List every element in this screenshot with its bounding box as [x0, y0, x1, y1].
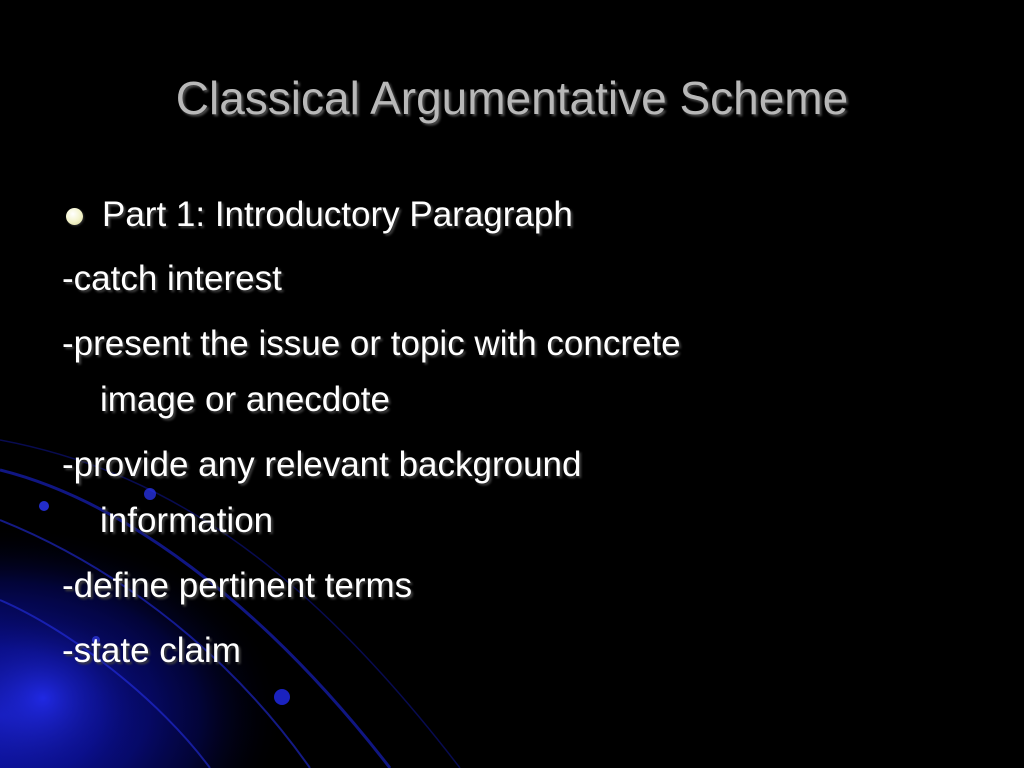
list-item: [62, 623, 962, 679]
bullet-point: [62, 187, 962, 243]
round-bullet-icon: [66, 208, 83, 225]
item-text: -provide any relevant background: [62, 445, 582, 484]
item-text-continuation: image or anecdote: [100, 380, 390, 419]
slide-title: Classical Argumentative Scheme: [175, 72, 849, 124]
item-text-continuation: information: [100, 501, 274, 540]
list-item: [62, 437, 962, 549]
item-text: -state claim: [62, 631, 241, 670]
item-text: -catch interest: [62, 259, 282, 298]
list-item: [62, 251, 962, 307]
item-text: -define pertinent terms: [62, 566, 413, 605]
list-item: [62, 558, 962, 614]
item-text: -present the issue or topic with concrete: [62, 324, 681, 363]
list-item: [62, 316, 962, 428]
bullet-text: Part 1: Introductory Paragraph: [102, 195, 573, 234]
slide-content: [62, 187, 962, 688]
